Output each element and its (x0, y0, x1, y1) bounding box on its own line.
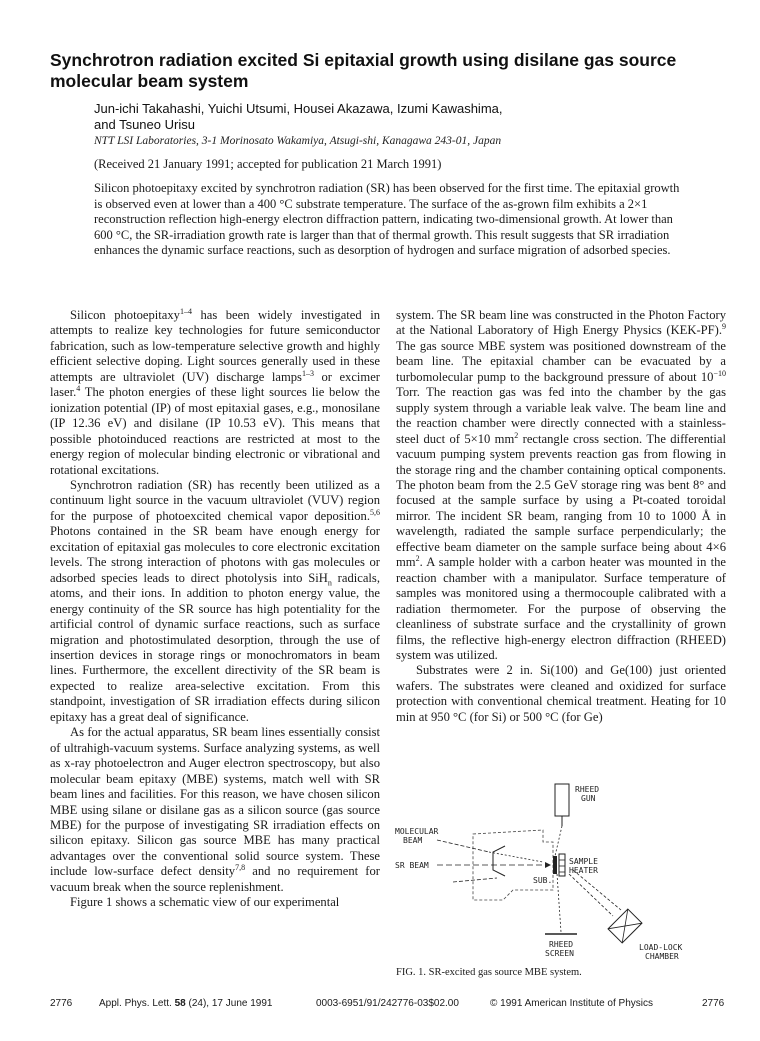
heater-block (559, 854, 565, 876)
transfer-path-2 (573, 870, 621, 910)
transfer-path-1 (569, 874, 613, 916)
footer-issn: 0003-6951/91/242776-03$02.00 (316, 998, 459, 1009)
figure-1 (393, 782, 729, 970)
label-sample: SAMPLE (569, 857, 598, 866)
molecular-beam-path (489, 852, 543, 862)
paragraph: Substrates were 2 in. Si(100) and Ge(100) just oriented wafers. The substrates were cleaned and oxidized for surface protection with conventional chemical treatment. Heating for 10 min at 950 °C (for Si) or 500 °C (for Ge) (396, 663, 726, 724)
left-column (50, 308, 380, 911)
label-rheed-screen-1: RHEED (549, 940, 574, 949)
label-rheed-gun-1: RHEED (575, 785, 600, 794)
footer-copyright: © 1991 American Institute of Physics (490, 998, 654, 1009)
gas-nozzle (493, 846, 505, 876)
journal-name: Appl. Phys. Lett. (99, 998, 175, 1009)
label-rheed-screen-2: SCREEN (545, 949, 574, 958)
molecular-beam-line (437, 840, 489, 852)
label-rheed-gun-2: GUN (581, 794, 596, 803)
authors-line-1: Jun-ichi Takahashi, Yuichi Utsumi, Housei Akazawa, Izumi Kawashima, (94, 101, 503, 116)
label-loadlock-1: LOAD-LOCK (639, 943, 683, 952)
page-footer (50, 997, 730, 1011)
figure-caption: FIG. 1. SR-excited gas source MBE system. (396, 967, 582, 978)
authors-line-2: and Tsuneo Urisu (94, 117, 195, 132)
label-molecular-1: MOLECULAR (395, 827, 439, 836)
paragraph: Figure 1 shows a schematic view of our experimental (70, 895, 340, 910)
load-lock-cross-2 (608, 909, 642, 943)
footer-journal (99, 997, 272, 1011)
label-heater: HEATER (569, 866, 598, 875)
label-sub: SUB. (533, 876, 553, 885)
footer-page-number-left: 2776 (50, 998, 73, 1009)
paragraph: system. The SR beam line was constructed in the Photon Factory at the National Laboratory of High Energy Physics (KEK-PF).$^9$ The gas source MBE system was positioned downstream of the beam line. The epitaxial chamber can be evacuated by a turbomolecular pump to the background pressure of about $10^{-10}$ Torr. The reaction gas was fed into the chamber by the gas supply system through a variable leak valve. The beam line and the reaction chamber were directly connected with a stainless-steel duct of 5×10 $mm^2$ rectangle cross section. The differential vacuum pumping system prevents reaction gas from flowing in the storage ring and the chamber containing optical components. The photon beam from the 2.5 GeV storage ring was bent 8° and focused at the sample surface by using a Pt-coated toroidal mirror. The incident SR beam, ranging from 10 to 1000 Å in wavelength, radiated the sample surface perpendicularly; the effective beam diameter on the sample surface being about 4×6 $mm^2$. A sample holder with a carbon heater was mounted in the reaction chamber with a manipulator. Surface temperature of samples was monitored using a thermocouple calibrated with a radiation thermometer. For the purpose of observing the cleanliness of substrate surface and the crystallinity of grown films, the reflective high-energy electron diffraction (RHEED) system was utilized. (396, 308, 726, 662)
sr-beam-lower-ray (453, 878, 497, 882)
journal-issue-date: (24), 17 June 1991 (185, 998, 273, 1009)
paragraph: Silicon photoepitaxy$^{1-4}$ has been widely investigated in attempts to realize key technologies for future semiconductor fabrication, such as low-temperature selective growth and highly efficient selective doping. Light sources generally used in these attempts are ultraviolet (UV) discharge lamps$^{1-3}$ or excimer laser.$^4$ The photon energies of these light sources lie below the ionization potential (IP) of most epitaxial gases, e.g., monosilane (IP 12.36 eV) and disilane (IP 10.53 eV). This means that possible photoinduced reactions are restricted at most to the energy region of molecular binding electronic or vibrational and rotational excitations. (50, 306, 381, 477)
rheed-gun (555, 784, 569, 816)
label-loadlock-2: CHAMBER (645, 952, 679, 961)
received-dates: (Received 21 January 1991; accepted for publication 21 March 1991) (94, 157, 442, 171)
right-column (396, 308, 726, 725)
paper-title: Synchrotron radiation excited Si epitaxial growth using disilane gas source molecular beam system (50, 50, 677, 91)
paragraph: As for the actual apparatus, SR beam lines essentially consist of ultrahigh-vacuum systems. Surface analyzing systems, as well as x-ray photoelectron and Auger electron spectroscopy, but also molecular beam epitaxy (MBE) systems, match well with SR beam lines and facilities. For this reason, we have chosen silicon MBE using silane or disilane gas as a silicon source (gas source MBE) for the purpose of investigating SR irradiation effects on silicon epitaxy. Silicon gas source MBE has many practical advantages over the conventional solid source system. These include low-surface defect density$^{7,8}$ and no requirement for vacuum break when the source replenishment. (50, 725, 380, 894)
mbe-system-diagram (393, 782, 729, 970)
journal-volume: 58 (174, 998, 186, 1009)
load-lock-chamber (608, 909, 642, 943)
affiliation: NTT LSI Laboratories, 3-1 Morinosato Wakamiya, Atsugi-shi, Kanagawa 243-01, Japan (94, 135, 502, 147)
sr-beam-arrowhead (545, 862, 551, 868)
author-list (94, 101, 714, 133)
rheed-diffracted-beam (557, 874, 561, 932)
rheed-incident-beam (555, 826, 562, 856)
sample-substrate (553, 856, 557, 874)
paragraph: Synchrotron radiation (SR) has recently been utilized as a continuum light source in the vacuum ultraviolet (VUV) region for the purpose of photoexcited chemical vapor deposition.$^{5,6}$ Photons contained in the SR beam have enough energy for excitation of epitaxial gas molecules to core electronic excitation levels. The strong interaction of photons with gas molecules or adsorbed species leads to direct photolysis into SiH$_n$ radicals, atoms, and their ions. In addition to photon energy value, the energy continuity of the SR source has high potentiality for the artificial control of dynamic surface reactions, such as surface migration and photostimulated desorption, through the use of insertion devices in storage rings or monochromators in beam lines. Furthermore, the excellent directivity of the SR beam is expected to realize area-selective excitation. From this standpoint, investigation of SR irradiation effects during silicon epitaxy has a great deal of significance. (50, 477, 380, 724)
label-molecular-2: BEAM (403, 836, 423, 845)
abstract: Silicon photoepitaxy excited by synchrotron radiation (SR) has been observed for the first time. The epitaxial growth is observed even at lower than a 400 °C substrate temperature. The surface of the as-grown film exhibits a 2×1 reconstruction reflection high-energy electron diffraction pattern, indicating two-dimensional growth. At lower than 600 °C, the SR-irradiation growth rate is larger than that of thermal growth. This result suggests that SR irradiation enhances the dynamic surface reactions, such as desorption of hydrogen and surface migration of adsorbed species. (94, 181, 680, 258)
footer-page-number-right: 2776 (702, 998, 725, 1009)
label-sr-beam: SR BEAM (395, 861, 429, 870)
